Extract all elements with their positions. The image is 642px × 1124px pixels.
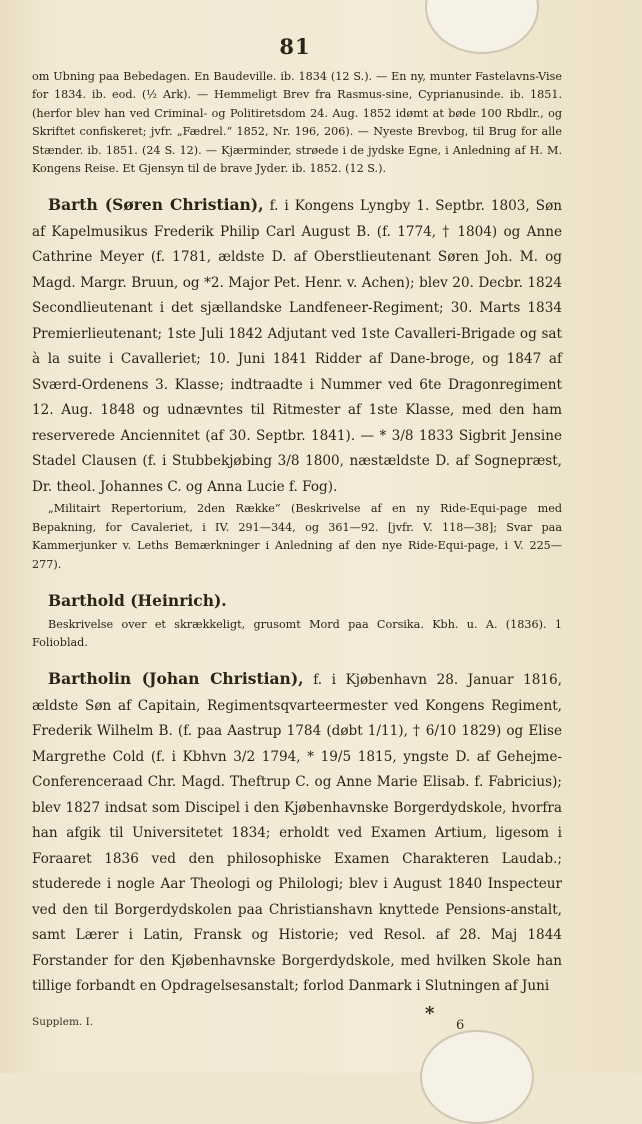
signature-star: * [425,1003,435,1024]
page-number: 81 [279,34,311,59]
footer-signature-mark: 6 [456,1018,465,1033]
entry-bartholin-text: f. i Kjøbenhavn 28. Januar 1816, ældste Søn af Capitain, Regimentsqvarteermester ved Kongens Regiment, Frederik Wilhelm B. (f. paa Aastrup 1784 (døbt 1/11), † 6/10 1829) og Elise Margrethe Cold (f. i Kbhvn 3/2 1794, * 19/5 1815, yngste D. af Gehejme-Conferenceraad Chr. Magd. Theftrup C. og Anne Marie Elisab. f. Fabricius); blev 1827 indsat som Discipel i den Kjøbenhavnske Borgerdydskole, hvorfra han afgik til Universitetet 1834; erholdt ved Examen Artium, ligesom i Foraaret 1836 ved den philosophiske Examen Charakteren Laudab.; studerede i nogle Aar Theologi og Philologi; blev i August 1840 Inspecteur ved den til Borgerdydskolen paa Christianshavn knyttede Pensions-anstalt, samt Lærer i Latin, Fransk og Historie; ved Resol. af 28. Maj 1844 Forstander for den Kjøbenhavnske Borgerdydskole, med hvilken Skole han tillige forbandt en Opdragelsesanstalt; forlod Danmark i Slutningen af Juni [32,672,563,995]
footer-volume: Supplem. I. [32,1016,94,1028]
entry-barthold [32,588,562,616]
page-footer [32,1016,562,1033]
continued-entry-text: om Ubning paa Bebedagen. En Baudeville. ib. 1834 (12 S.). — En ny, munter Fastelavns-Vise for 1834. ib. eod. (½ Ark). — Hemmeligt Brev fra Rasmus-sine, Cyprianusinde. ib. 1851. (herfor blev han ved Criminal- og Politiretsdom 24. Aug. 1852 idømt at bøde 100 Rbdlr., og Skriftet confiskeret; jvfr. „Fædrel.“ 1852, Nr. 196, 206). — Nyeste Brevbog, til Brug for alle Stænder. ib. 1851. (24 S. 12). — Kjærminder, strøede i de jydske Egne, i Anledning af H. M. Kongens Reise. Et Gjensyn til de brave Jyder. ib. 1852. (12 S.). [32,70,562,176]
entry-barthold-text: Beskrivelse over et skrækkeligt, grusomt Mord paa Corsika. Kbh. u. A. (1836). 1 Folioblad. [32,617,562,649]
entry-barth [32,192,562,500]
entry-bartholin [32,666,562,1000]
bottom-thumb-notch [420,1030,534,1124]
entry-bartholin-name: Bartholin (Johan Christian), [48,669,304,689]
entry-barth-works: „Militairt Repertorium, 2den Række“ (Beskrivelse af en ny Ride-Equi-page med Bepakning, for Cavaleriet, i IV. 291—344, og 361—92. [jvfr. V. 118—38]; Svar paa Kammerjunker v. Leths Bemærkninger i Anledning af den nye Ride-Equi-page, i V. 225—277). [32,502,562,571]
entry-barthold-name: Barthold (Heinrich). [48,591,227,611]
main-text [32,68,562,1000]
entry-barth-name: Barth (Søren Christian), [48,195,264,215]
entry-barth-text: f. i Kongens Lyngby 1. Septbr. 1803, Søn af Kapelmusikus Frederik Philip Carl August B. (f. 1774, † 1804) og Anne Cathrine Meyer (f. 1781, ældste D. af Oberstlieutenant Søren Joh. M. og Magd. Margr. Bruun, og *2. Major Pet. Henr. v. Achen); blev 20. Decbr. 1824 Secondlieutenant i det sjællandske Landfeneer-Regiment; 30. Marts 1834 Premierlieutenant; 1ste Juli 1842 Adjutant ved 1ste Cavalleri-Brigade og sat à la suite i Cavalleriet; 10. Juni 1841 Ridder af Dane-broge, og 1847 af Sværd-Ordenens 3. Klasse; indtraadte i Nummer ved 6te Dragonregiment 12. Aug. 1848 og udnævntes til Ritmester af 1ste Klasse, med den ham reserverede Anciennitet (af 30. Septbr. 1841). — * 3/8 1833 Sigbrit Jensine Stadel Clausen (f. i Stubbekjøbing 3/8 1800, næstældste D. af Sognepræst, Dr. theol. Johannes C. og Anna Lucie f. Fog). [32,198,563,495]
